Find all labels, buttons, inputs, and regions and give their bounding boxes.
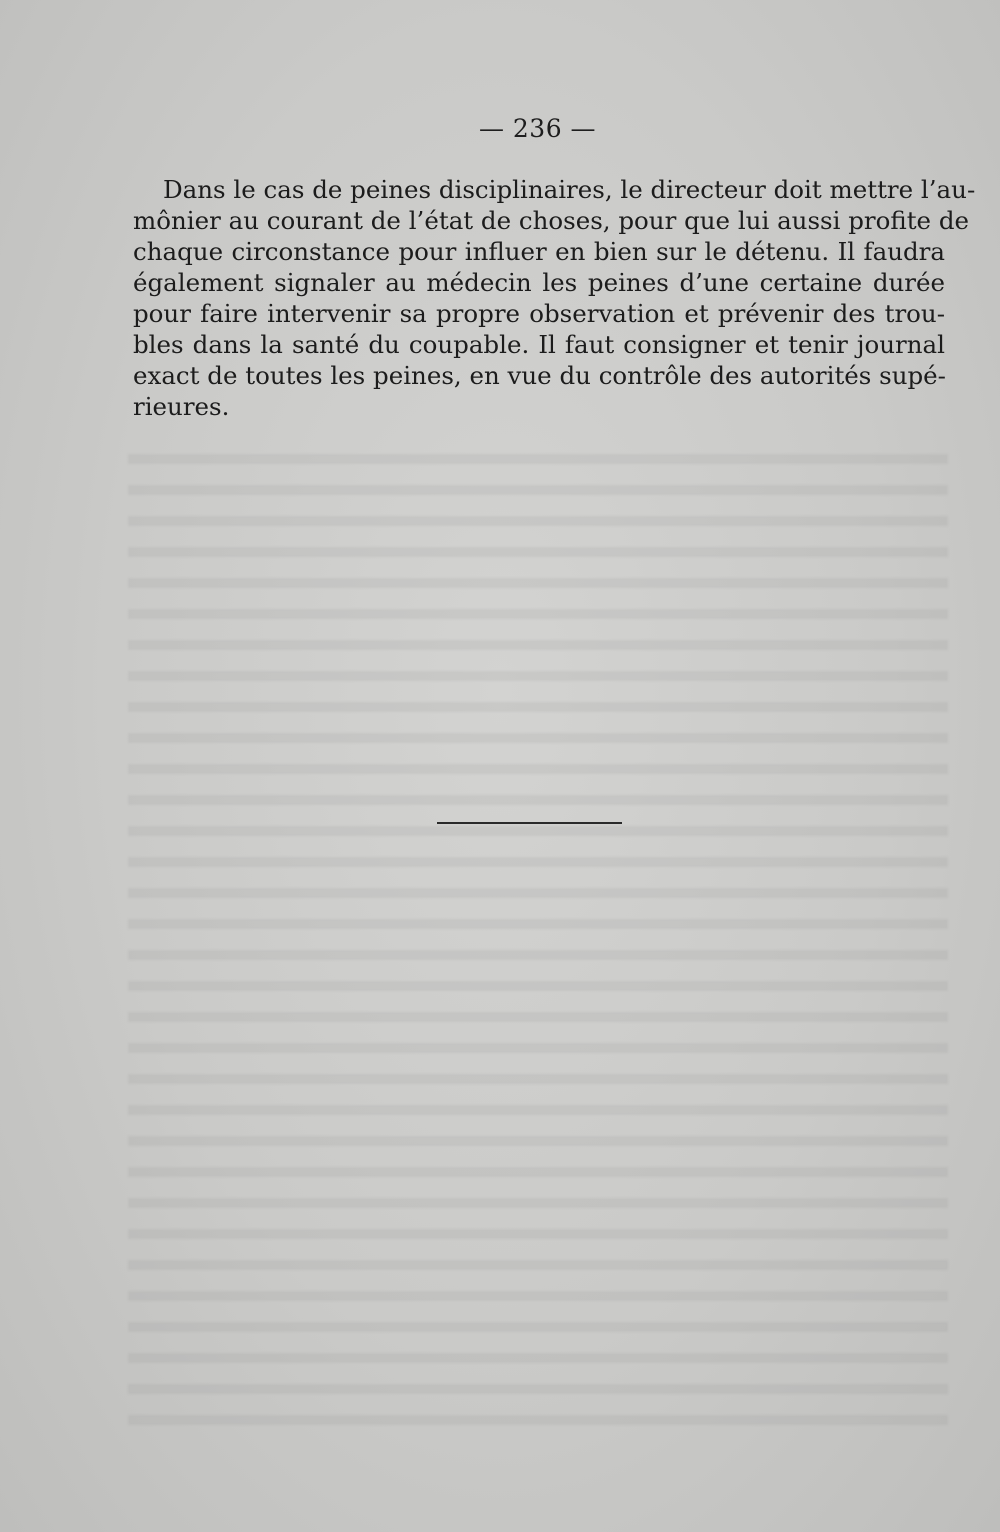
paragraph-line: également signaler au médecin les peines d’une certaine durée <box>133 268 945 297</box>
paragraph-line: Dans le cas de peines disciplinaires, le directeur doit mettre l’au- <box>163 175 976 204</box>
paragraph-line: chaque circonstance pour influer en bien sur le détenu. Il faudra <box>133 237 945 266</box>
paragraph-line: bles dans la santé du coupable. Il faut consigner et tenir journal <box>133 330 945 359</box>
paragraph-line: exact de toutes les peines, en vue du contrôle des autorités supé- <box>133 361 946 390</box>
section-end-rule <box>437 822 622 824</box>
paragraph-line: pour faire intervenir sa propre observation et prévenir des trou- <box>133 299 945 328</box>
show-through-texture <box>128 440 948 1430</box>
paragraph-line: mônier au courant de l’état de choses, pour que lui aussi profite de <box>133 206 970 235</box>
page-number: — 236 — <box>478 114 597 143</box>
body-paragraph <box>133 174 976 422</box>
paragraph-line: rieures. <box>133 392 230 421</box>
